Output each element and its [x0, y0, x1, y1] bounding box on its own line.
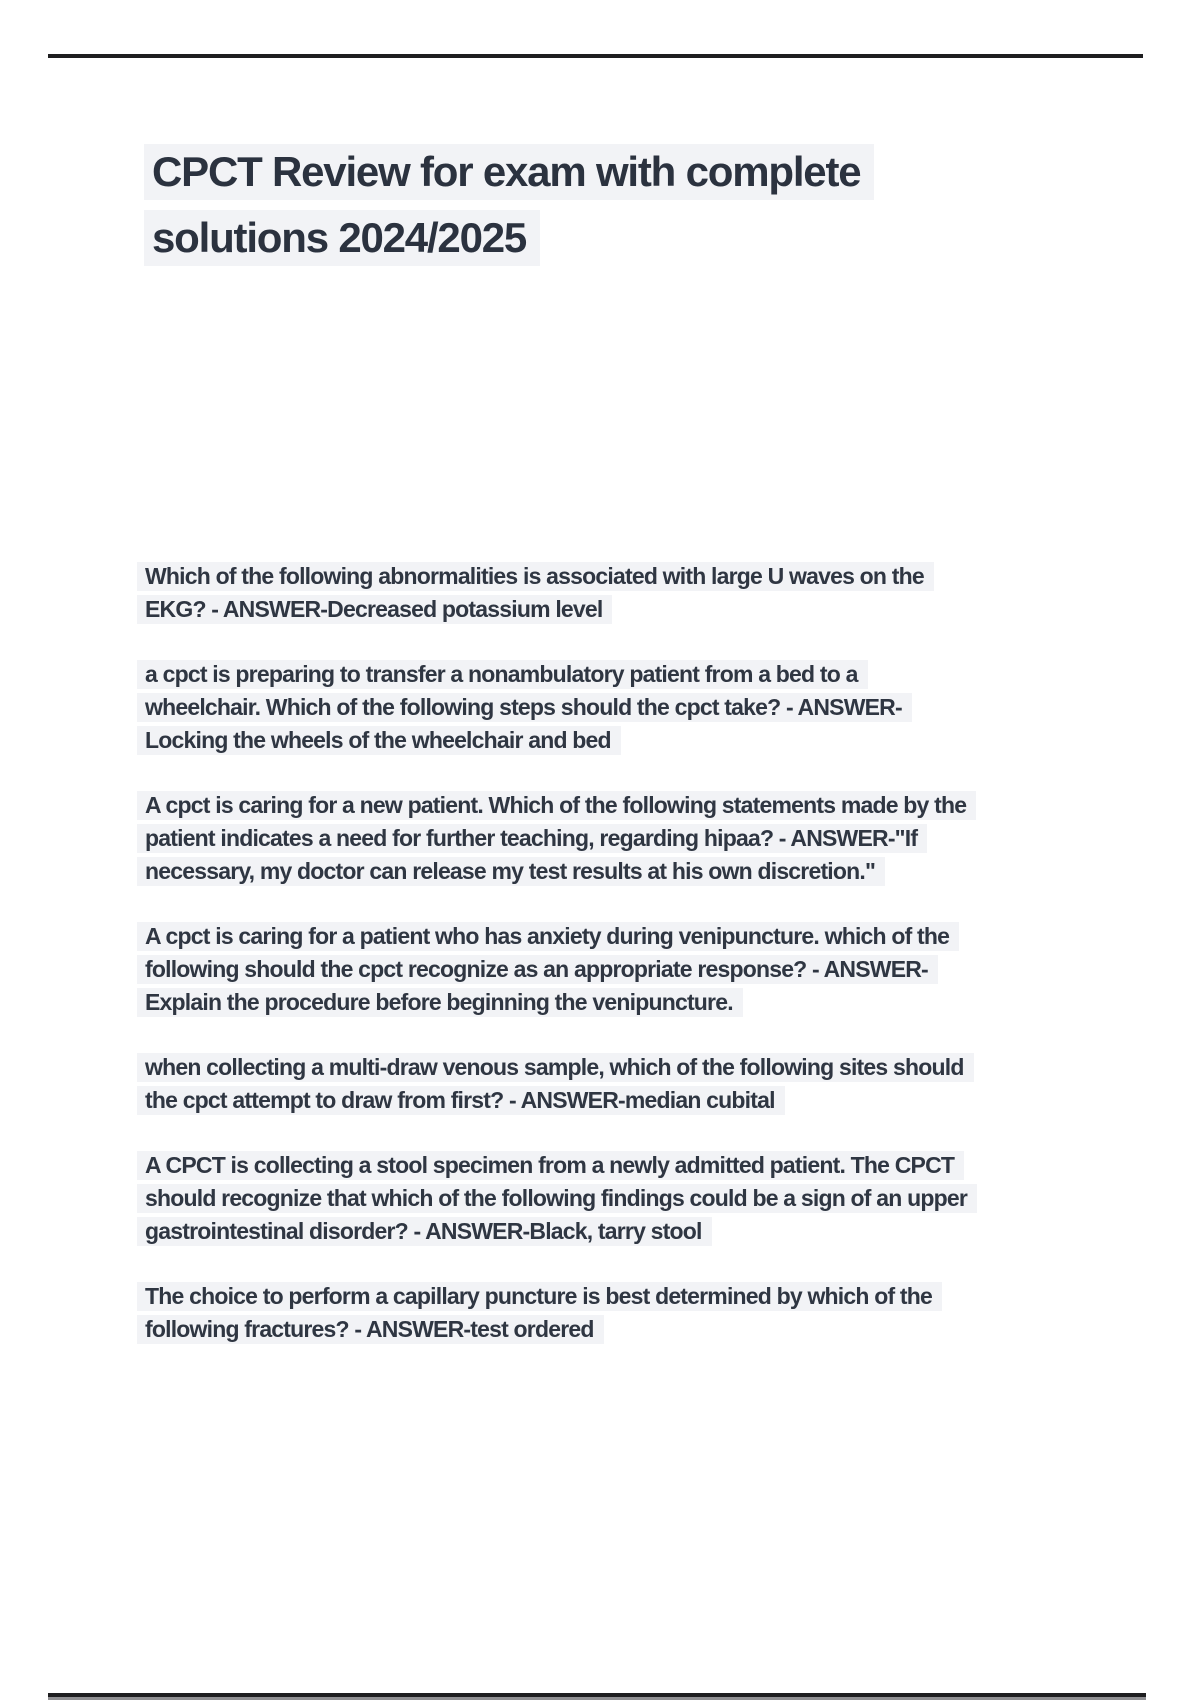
qa-text: when collecting a multi-draw venous sample, which of the following sites should the cpct attempt to draw from first? - ANSWER-median cubital — [137, 1053, 974, 1115]
document-title — [144, 139, 1144, 271]
qa-paragraph — [137, 920, 1182, 1019]
top-horizontal-rule — [48, 54, 1143, 58]
qa-paragraph — [137, 560, 1182, 626]
qa-text: A cpct is caring for a new patient. Which of the following statements made by the patient indicates a need for further teaching, regarding hipaa? - ANSWER-"If necessary, my doctor can release my test results at his own discretion." — [137, 791, 976, 886]
qa-text: A cpct is caring for a patient who has anxiety during venipuncture. which of the following should the cpct recognize as an appropriate response? - ANSWER- Explain the procedure before beginning the venipuncture. — [137, 922, 959, 1017]
qa-text: a cpct is preparing to transfer a nonambulatory patient from a bed to a wheelchair. Which of the following steps should the cpct take? - ANSWER- Locking the wheels of the wheelchair and bed — [137, 660, 912, 755]
qa-paragraph — [137, 1149, 1182, 1248]
qa-paragraph — [137, 789, 1182, 888]
qa-paragraph — [137, 658, 1182, 757]
document-title-text: CPCT Review for exam with complete solutions 2024/2025 — [144, 144, 874, 266]
qa-paragraph — [137, 1280, 1182, 1346]
qa-paragraph — [137, 1051, 1182, 1117]
qa-text: A CPCT is collecting a stool specimen from a newly admitted patient. The CPCT should recognize that which of the following findings could be a sign of an upper gastrointestinal disorder? - ANSWER-Black, tarry stool — [137, 1151, 977, 1246]
qa-text: The choice to perform a capillary puncture is best determined by which of the following fractures? - ANSWER-test ordered — [137, 1282, 942, 1344]
qa-list — [137, 560, 1182, 1378]
qa-text: Which of the following abnormalities is associated with large U waves on the EKG? - ANSWER-Decreased potassium level — [137, 562, 934, 624]
